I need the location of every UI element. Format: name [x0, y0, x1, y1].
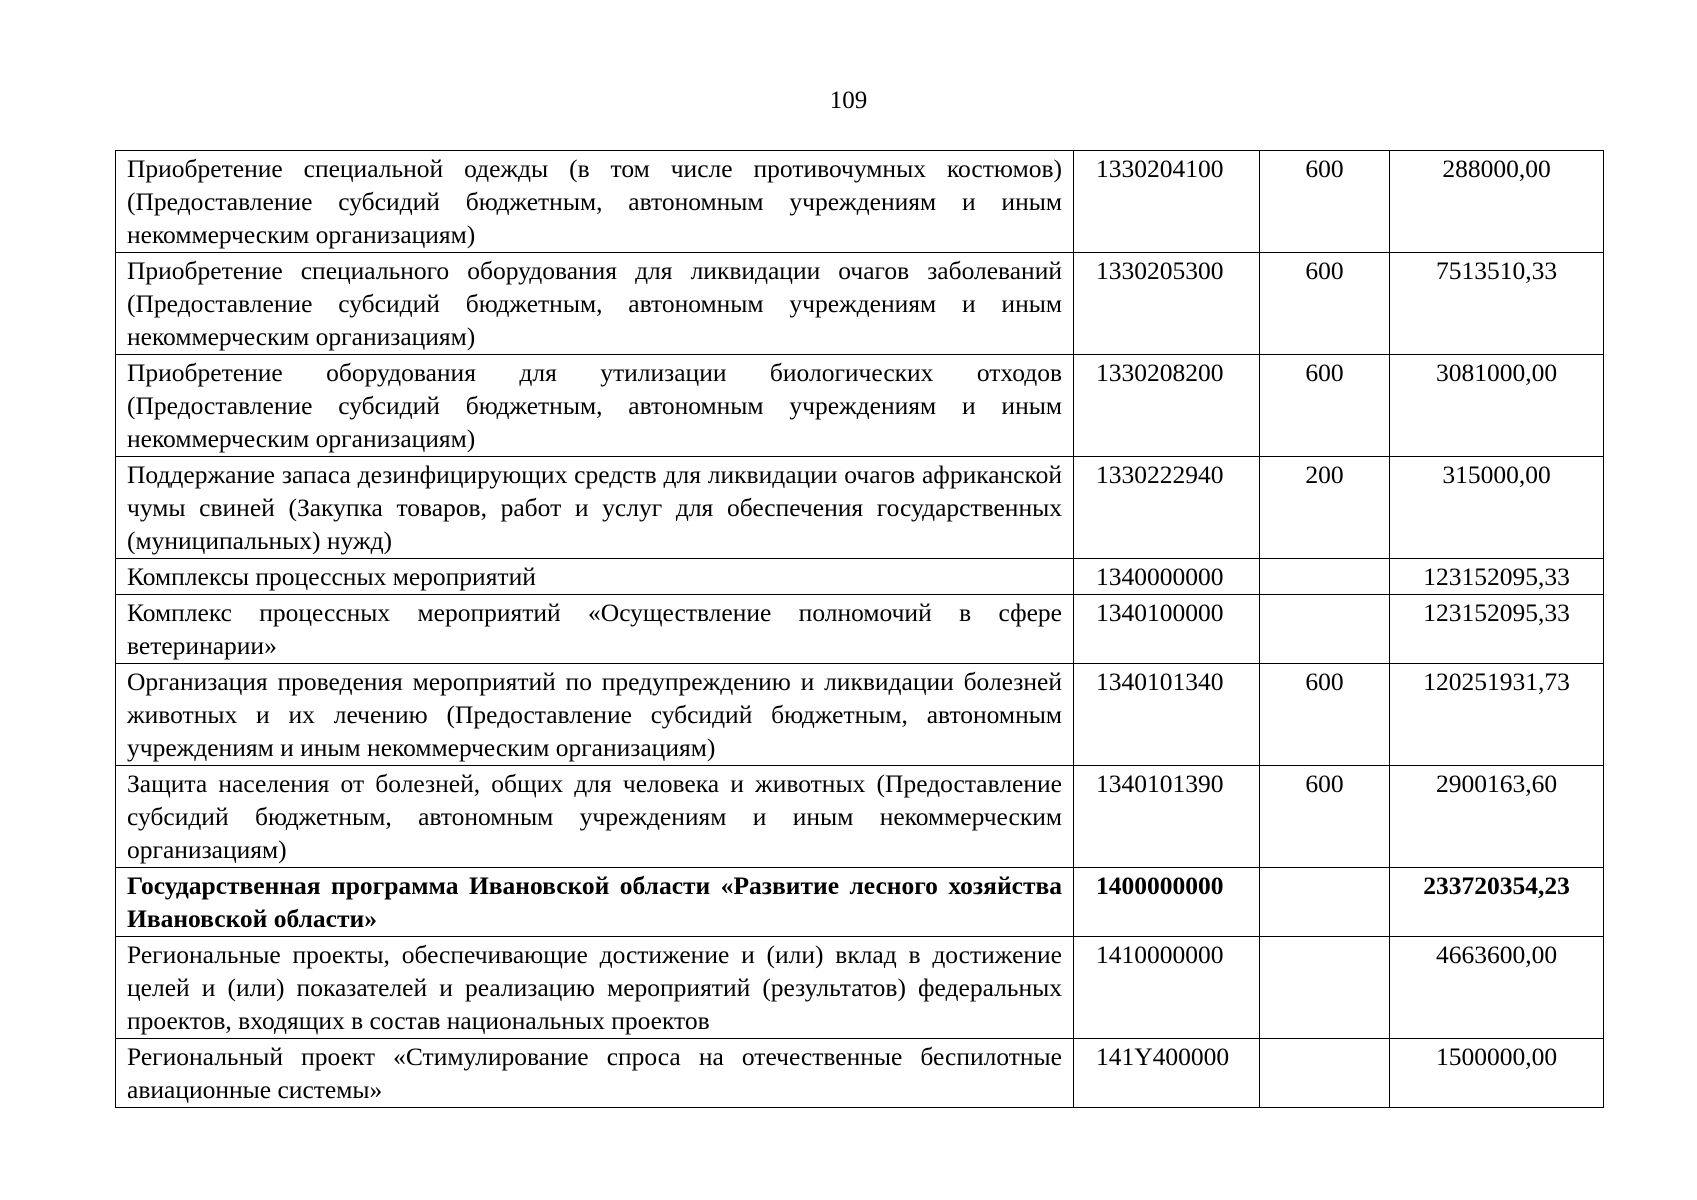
amount-cell: 1500000,00 [1390, 1039, 1604, 1108]
expense-type-cell: 200 [1260, 457, 1390, 559]
amount-cell: 4663600,00 [1390, 937, 1604, 1039]
target-code-cell: 1330204100 [1074, 151, 1260, 253]
target-code-cell: 1330222940 [1074, 457, 1260, 559]
amount-cell: 288000,00 [1390, 151, 1604, 253]
expense-type-cell [1260, 937, 1390, 1039]
table-row [116, 1039, 1604, 1108]
amount-cell: 2900163,60 [1390, 766, 1604, 868]
expense-name-cell: Организация проведения мероприятий по предупреждению и ликвидации болезней животных и их лечению (Предоставление субсидий бюджетным, автономным учреждениям и иным некоммерческим организациям) [116, 664, 1074, 766]
amount-cell: 123152095,33 [1390, 559, 1604, 595]
expense-name-cell: Поддержание запаса дезинфицирующих средств для ликвидации очагов африканской чумы свиней (Закупка товаров, работ и услуг для обеспечения государственных (муниципальных) нужд) [116, 457, 1074, 559]
expense-type-cell [1260, 1039, 1390, 1108]
table-row [116, 559, 1604, 595]
expense-type-cell: 600 [1260, 766, 1390, 868]
target-code-cell: 1340100000 [1074, 595, 1260, 664]
expense-name-cell: Приобретение специального оборудования для ликвидации очагов заболеваний (Предоставление субсидий бюджетным, автономным учреждениям и иным некоммерческим организациям) [116, 253, 1074, 355]
amount-cell: 315000,00 [1390, 457, 1604, 559]
page-number: 109 [829, 87, 868, 114]
expense-type-cell: 600 [1260, 253, 1390, 355]
target-code-cell: 1340000000 [1074, 559, 1260, 595]
expense-type-cell: 600 [1260, 355, 1390, 457]
target-code-cell: 1340101340 [1074, 664, 1260, 766]
expense-name-cell: Региональные проекты, обеспечивающие достижение и (или) вклад в достижение целей и (или) показателей и реализацию мероприятий (результатов) федеральных проектов, входящих в состав национальных проектов [116, 937, 1074, 1039]
table-row [116, 457, 1604, 559]
amount-cell: 7513510,33 [1390, 253, 1604, 355]
expense-type-cell [1260, 595, 1390, 664]
expense-name-cell: Комплексы процессных мероприятий [116, 559, 1074, 595]
table-row [116, 766, 1604, 868]
amount-cell: 3081000,00 [1390, 355, 1604, 457]
table-row [116, 937, 1604, 1039]
expense-name-cell: Комплекс процессных мероприятий «Осуществление полномочий в сфере ветеринарии» [116, 595, 1074, 664]
expense-type-cell: 600 [1260, 151, 1390, 253]
target-code-cell: 141Y400000 [1074, 1039, 1260, 1108]
expense-name-cell: Защита населения от болезней, общих для человека и животных (Предоставление субсидий бюджетным, автономным учреждениям и иным некоммерческим организациям) [116, 766, 1074, 868]
amount-cell: 120251931,73 [1390, 664, 1604, 766]
target-code-cell: 1400000000 [1074, 868, 1260, 937]
expense-type-cell: 600 [1260, 664, 1390, 766]
table-row [116, 595, 1604, 664]
table-row [116, 253, 1604, 355]
target-code-cell: 1340101390 [1074, 766, 1260, 868]
expense-type-cell [1260, 559, 1390, 595]
amount-cell: 123152095,33 [1390, 595, 1604, 664]
expense-name-cell: Приобретение оборудования для утилизации биологических отходов (Предоставление субсидий бюджетным, автономным учреждениям и иным некоммерческим организациям) [116, 355, 1074, 457]
amount-cell: 233720354,23 [1390, 868, 1604, 937]
table-row [116, 151, 1604, 253]
target-code-cell: 1330205300 [1074, 253, 1260, 355]
table-row [116, 664, 1604, 766]
target-code-cell: 1410000000 [1074, 937, 1260, 1039]
expense-type-cell [1260, 868, 1390, 937]
target-code-cell: 1330208200 [1074, 355, 1260, 457]
expense-name-cell: Региональный проект «Стимулирование спроса на отечественные беспилотные авиационные системы» [116, 1039, 1074, 1108]
budget-table [115, 150, 1604, 1108]
table-row [116, 355, 1604, 457]
expense-name-cell: Государственная программа Ивановской области «Развитие лесного хозяйства Ивановской области» [116, 868, 1074, 937]
table-row-program [116, 868, 1604, 937]
expense-name-cell: Приобретение специальной одежды (в том числе противочумных костюмов) (Предоставление субсидий бюджетным, автономным учреждениям и иным некоммерческим организациям) [116, 151, 1074, 253]
